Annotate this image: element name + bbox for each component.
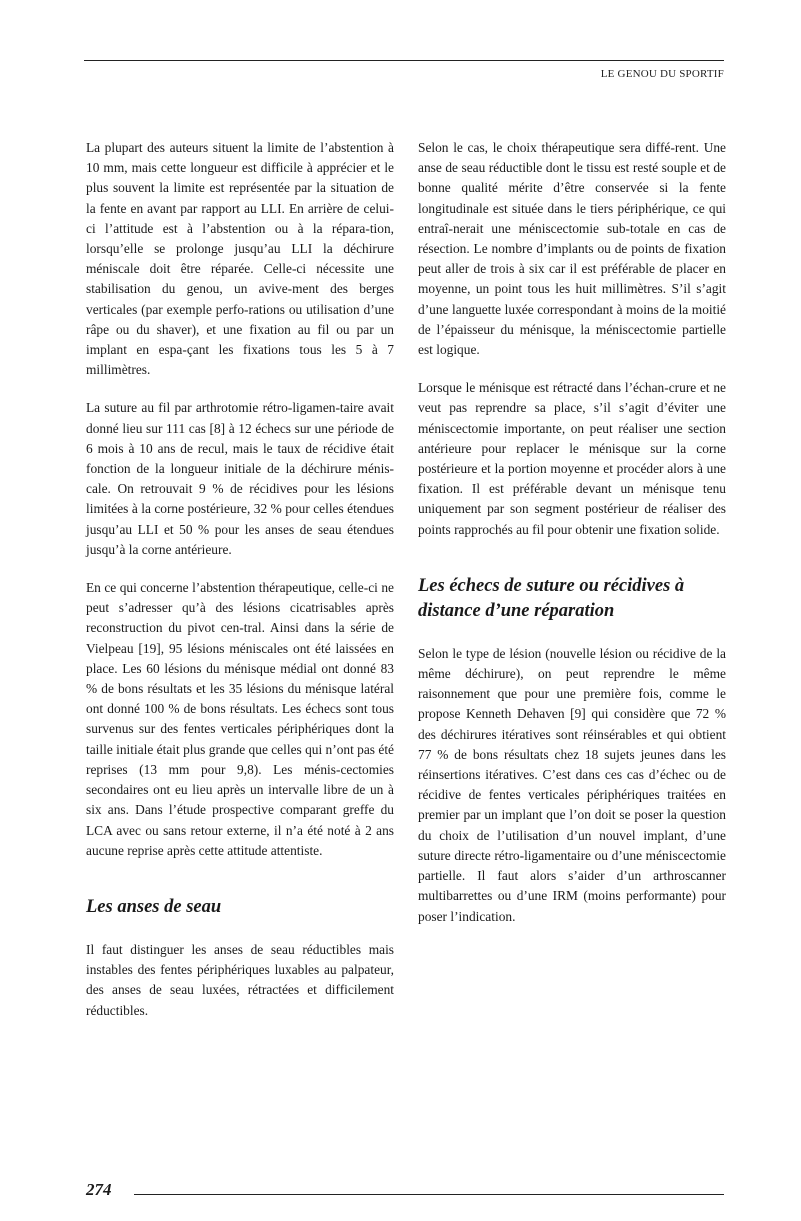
footer-rule (134, 1194, 724, 1195)
section-heading-echecs-de-suture: Les échecs de suture ou récidives à distance d’une réparation (418, 575, 685, 621)
paragraph: La suture au fil par arthrotomie rétro-ligamen-taire avait donné lieu sur 111 cas [8] à 12 échecs sur une période de 6 mois à 10 ans de recul, mais le taux de récidive était fonction de la longueur initiale de la déchirure ménis-cale. On retrouvait 9 % de récidives pour les lésions limitées à la corne postérieure, 32 % pour celles étendues jusqu’au LLI et 50 % pour les anses de seau étendues jusqu’à la corne antérieure. (86, 400, 394, 557)
paragraph: Selon le cas, le choix thérapeutique sera diffé-rent. Une anse de seau réductible dont le tissu est resté souple et de bonne qualité mérite d’être conservée si la fente longitudinale est située dans le tiers périphérique, ce qui entraî-nerait une méniscectomie sub-totale en cas de résection. Le nombre d’implants ou de points de fixation peut aller de trois à six car il est préférable de placer en moyenne, un point tous les huit millimètres. S’il s’agit d’une languette luxée correspondant à moins de la moitié de l’épaisseur du ménisque, la méniscectomie partielle est logique. (418, 140, 726, 358)
paragraph: Lorsque le ménisque est rétracté dans l’échan-crure et ne veut pas reprendre sa place, s’il s’agit d’éviter une méniscectomie importante, on peut réaliser une section antérieure pour replacer le ménisque sur la corne postérieure et la portion moyenne et procéder alors à une fixation. Il est préférable devant un ménisque tenu uniquement par son segment postérieur de réaliser des points rapprochés au fil pour obtenir une fixation solide. (418, 380, 726, 537)
header-rule (84, 60, 724, 61)
paragraph: La plupart des auteurs situent la limite de l’abstention à 10 mm, mais cette longueur est difficile à apprécier et le plus souvent la limite est représentée par la situation de la fente en avant par rapport au LLI. En arrière de celui-ci l’attitude est à l’abstention ou à la répara-tion, lorsqu’elle se prolonge jusqu’au LLI la déchirure méniscale doit être réparée. Celle-ci nécessite une stabilisation du genou, un avive-ment des berges verticales (par exemple perfo-rations ou utilisation d’une râpe ou du shaver), et une fixation au fil ou par un implant en espa-çant les fixations tous les 5 à 7 millimètres. (86, 140, 394, 378)
right-column (418, 138, 726, 945)
running-title: LE GENOU DU SPORTIF (600, 68, 724, 80)
paragraph: Il faut distinguer les anses de seau réductibles mais instables des fentes périphériques luxables au palpateur, des anses de seau luxées, rétractées et difficilement réductibles. (86, 941, 394, 1018)
paragraph: Selon le type de lésion (nouvelle lésion ou récidive de la même déchirure), on peut reprendre le même raisonnement que pour une première fois, comme le propose Kenneth Dehaven [9] qui considère que 72 % des déchirures itératives sont réinsérables et qui obtient 77 % de bons résultats chez 18 sujets jeunes dans les réinsertions itératives. C’est dans ces cas d’échec ou de récidive de fentes verticales périphériques traitées en premier par un implant que l’on doit se poser la question du choix de l’utilisation d’un nouvel implant, d’une suture directe rétro-ligamentaire ou d’une méniscectomie partielle. Il faut alors s’aider d’un arthroscanner multibarrettes ou d’une IRM (moins performante) pour poser l’indication. (418, 645, 726, 924)
left-column (86, 138, 394, 1039)
paragraph: En ce qui concerne l’abstention thérapeutique, celle-ci ne peut s’adresser qu’à des lésions cicatrisables après reconstruction du pivot cen-tral. Ainsi dans la série de Vielpeau [19], 95 lésions méniscales ont été laissées en place. Les 60 lésions du ménisque médial ont donné 83 % de bons résultats et les 35 lésions du ménisque latéral ont donné 100 % de bons résultats. Les échecs sont tous survenus sur des fentes verticales périphériques dont la taille initiale était plus grande que celles qui n’ont pas été reprises (13 mm pour 9,8). Les ménis-cectomies secondaires ont eu lieu après un intervalle libre de un à six ans. Dans l’étude prospective comparant greffe du LCA avec ou sans retour externe, il n’a été noté à 2 ans aucune reprise après cette attitude attentiste. (86, 580, 394, 858)
section-heading-anses-de-seau: Les anses de seau (86, 896, 222, 917)
page-number: 274 (86, 1180, 112, 1199)
